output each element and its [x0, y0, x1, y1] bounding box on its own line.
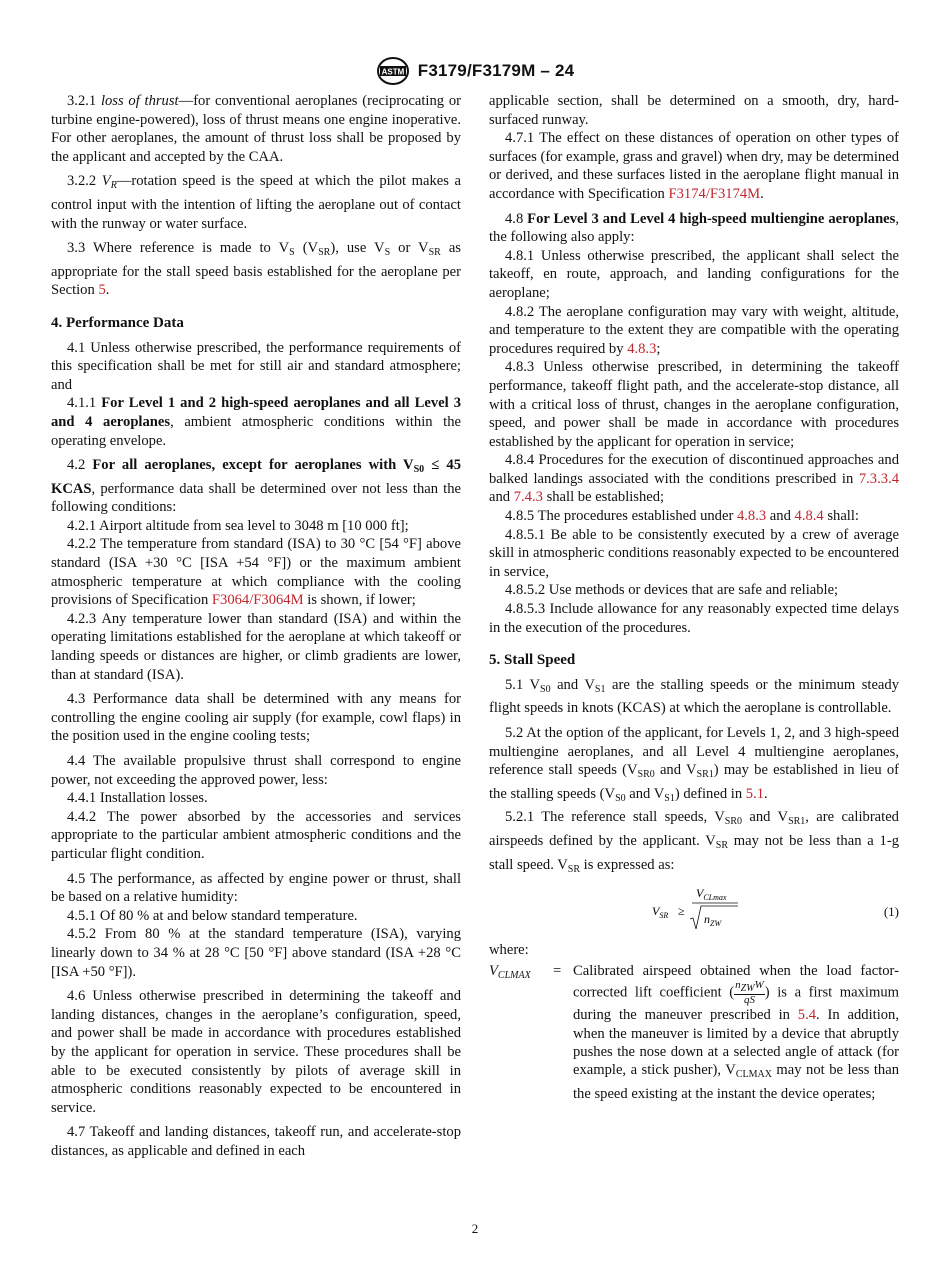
link-7-3-3-4[interactable]: 7.3.3.4 [858, 470, 899, 487]
para-4-8-1: 4.8.1 Unless otherwise prescribed, the applicant shall select the takeoff, en route, approach, and landing configurations for the aeroplane; [489, 247, 899, 301]
para-5-2: 5.2 At the option of the applicant, for Levels 1, 2, and 3 high-speed multiengine aeroplanes, and all Level 4 multiengine aeroplanes, reference stall speeds ($V_{SR0}$ and $V_{SR1}$) may be established in lieu of the stalling speeds ($V_{S0}$ and $V_{S1}$) defined in 5.1. [489, 725, 899, 804]
astm-logo-icon [376, 56, 410, 86]
section-5-heading: 5. Stall Speed [489, 652, 576, 669]
para-3-3: 3.3 Where reference is made to $V_S$ $(V_{SR})$, use $V_S$ or $V_{SR}$ as appropriate for the stall speed basis established for the aeroplane per Section 5. [51, 240, 461, 299]
para-4-2-1: 4.2.1 Airport altitude from sea level to 3048 m [10 000 ft]; [67, 517, 409, 534]
para-4-1-1: 4.1.1 For Level 1 and 2 high-speed aeroplanes and all Level 3 and 4 aeroplanes, ambient atmospheric conditions within the operating envelope. [51, 395, 461, 449]
para-4-1: 4.1 Unless otherwise prescribed, the performance requirements of this specification shall be met for still air and standard atmosphere; and [51, 339, 461, 393]
para-4-5: 4.5 The performance, as affected by engine power or thrust, shall be based on a relative humidity: [51, 870, 461, 906]
para-4-8-5: 4.8.5 The procedures established under 4.8.3 and 4.8.4 shall: [505, 508, 859, 525]
para-5-1: 5.1 $V_{S0}$ and $V_{S1}$ are the stalling speeds or the minimum steady flight speeds in knots (KCAS) at which the aeroplane is controllable. [489, 676, 899, 717]
svg-text:VSR: $V_{SR}$ [652, 904, 669, 921]
svg-text:ASTM: ASTM [381, 67, 405, 77]
para-4-7-continued: applicable section, shall be determined on a smooth, dry, hard-surfaced runway. [489, 93, 899, 128]
para-4-8-5-1: 4.8.5.1 Be able to be consistently executed by a crew of average skill in atmospheric conditions reasonably expected to be encountered in service, [489, 526, 899, 580]
para-4-8-3: 4.8.3 Unless otherwise prescribed, in determining the takeoff performance, takeoff flight path, and the accelerate-stop distance, all with a critical loss of thrust, changes in the aeroplane configuration, speed, and power shall be made in accordance with procedures established by the applicant for operation in service; [489, 359, 899, 450]
equals-sign: = [553, 962, 562, 979]
right-column [489, 92, 899, 1103]
para-3-2-1: 3.2.1 loss of thrust—for conventional aeroplanes (reciprocating or turbine engine-powered), loss of thrust means one engine inoperative. For other aeroplanes, the amount of thrust loss shall be proposed by the applicant and accepted by the CAA. [51, 93, 461, 165]
link-f3064[interactable]: F3064/F3064M [211, 592, 304, 609]
svg-text:≥: ≥ [678, 904, 685, 919]
para-4-2: 4.2 For all aeroplanes, except for aeroplanes with $V_{S0} \le 45$ KCAS, performance data shall be determined over not less than the following conditions: [51, 457, 462, 516]
link-5-4[interactable]: 5.4 [797, 1007, 817, 1024]
para-4-8-2: 4.8.2 The aeroplane configuration may vary with weight, altitude, and temperature to the extent they are compatible with the operating procedures required by 4.8.3; [489, 303, 899, 357]
section-4-heading: 4. Performance Data [51, 314, 184, 331]
variable-symbol: $V_{CLMAX}$ [489, 962, 531, 981]
link-section-5[interactable]: 5 [98, 282, 106, 299]
equation-1 [489, 885, 899, 937]
variable-definition [489, 962, 899, 1103]
para-4-8-5-3: 4.8.5.3 Include allowance for any reasonably expected time delays in the execution of the procedures. [489, 601, 899, 636]
para-4-2-3: 4.2.3 Any temperature lower than standard (ISA) and within the operating limitations established for the aeroplane at which takeoff or landing speeds or distances are higher, or climb gradients are lower, than at standard (ISA). [51, 610, 461, 683]
para-4-8-4: 4.8.4 Procedures for the execution of discontinued approaches and balked landings associated with the conditions prescribed in 7.3.3.4 and 7.4.3 shall be established; [489, 452, 899, 506]
document-designation: F3179/F3179M – 24 [417, 61, 575, 80]
equation-1-formula [652, 885, 742, 937]
left-column [51, 92, 461, 1160]
link-5-1[interactable]: 5.1 [745, 785, 765, 802]
equation-number: (1) [883, 904, 899, 920]
link-f3174[interactable]: F3174/F3174M [668, 185, 761, 202]
link-7-4-3[interactable]: 7.4.3 [513, 489, 543, 506]
para-4-7-1: 4.7.1 The effect on these distances of operation on other types of surfaces (for example, grass and gravel) when dry, may be determined or derived, and these surfaces listed in the aeroplane flight manual in accordance with Specification F3174/F3174M. [489, 130, 899, 202]
para-4-6: 4.6 Unless otherwise prescribed in determining the takeoff and landing distances, changes in the aeroplane’s configuration, speed, and power shall be made in accordance with procedures established by the applicant for operation in service. These procedures shall be able to be executed consistently by pilots of average skill in atmospheric conditions reasonably expected to be encountered in service. [51, 988, 461, 1116]
para-3-2-2: 3.2.2 $V_R—rotation$ speed is the speed at which the pilot makes a control input with the intention of lifting the aeroplane out of contact with the runway or water surface. [51, 173, 461, 232]
para-4-8-5-2: 4.8.5.2 Use methods or devices that are safe and reliable; [505, 582, 839, 599]
para-4-4-1: 4.4.1 Installation losses. [67, 790, 208, 807]
link-4-8-3[interactable]: 4.8.3 [627, 340, 657, 357]
para-4-4: 4.4 The available propulsive thrust shall correspond to engine power, not exceeding the approved power, less: [51, 753, 461, 788]
para-4-4-2: 4.4.2 The power absorbed by the accessories and services appropriate to the particular ambient atmospheric conditions and the particular flight condition. [51, 808, 461, 862]
svg-text:nZW: $n_{ZW}$ [704, 912, 722, 929]
lift-coefficient-fraction: $\frac{\text{nZWW}}{qS}$ [735, 979, 764, 1007]
para-4-5-2: 4.5.2 From 80 % at the standard temperature (ISA), varying linearly down to 34 % at 28 °C [50 °F] above standard (ISA +28 °C [ISA +50 °F]). [51, 926, 461, 980]
para-4-5-1: 4.5.1 Of 80 % at and below standard temperature. [67, 907, 358, 924]
para-4-8: 4.8 For Level 3 and Level 4 high-speed multiengine aeroplanes, the following also apply: [489, 210, 899, 246]
link-4-8-4[interactable]: 4.8.4 [794, 508, 824, 525]
para-5-2-1: 5.2.1 The reference stall speeds, $V_{SR0}$ and $V_{SR1}$, are calibrated airspeeds defined by the applicant. $V_{SR}$ may not be less than a 1-g stall speed. $V_{SR}$ is expressed as: [489, 809, 899, 875]
where-label: where: [489, 942, 529, 959]
variable-description: Calibrated airspeed obtained when the load factor-corrected lift coefficient ( $\frac{\text{nZWW}}{qS}$ ) is a first maximum during the maneuver prescribed in 5.4. In addition, when the maneuver is limited by a device that abruptly pushes the nose down at a selected angle of attack (for example, a stick pusher), $V_{CLMAX}$ may not be less than the speed existing at the instant the device operates; [573, 962, 899, 1102]
para-4-3: 4.3 Performance data shall be determined with any means for controlling the engine cooling air supply (for example, cowl flaps) in the position used in the engine cooling tests; [51, 691, 461, 745]
link-4-8-3-b[interactable]: 4.8.3 [736, 508, 767, 525]
page-header [0, 54, 950, 88]
page-number: 2 [471, 1221, 479, 1236]
para-4-2-2: 4.2.2 The temperature from standard (ISA) to 30 °C [54 °F] above standard (ISA +30 °C [ISA +54 °F]) or the maximum ambient atmospheric temperature at which compliance with the cooling provisions of Specification F3064/F3064M is shown, if lower; [51, 536, 461, 609]
para-4-7: 4.7 Takeoff and landing distances, takeoff run, and accelerate-stop distances, as applicable and defined in each [51, 1124, 461, 1159]
svg-text:VCLmax: $V_{CLmax}$ [696, 886, 727, 903]
